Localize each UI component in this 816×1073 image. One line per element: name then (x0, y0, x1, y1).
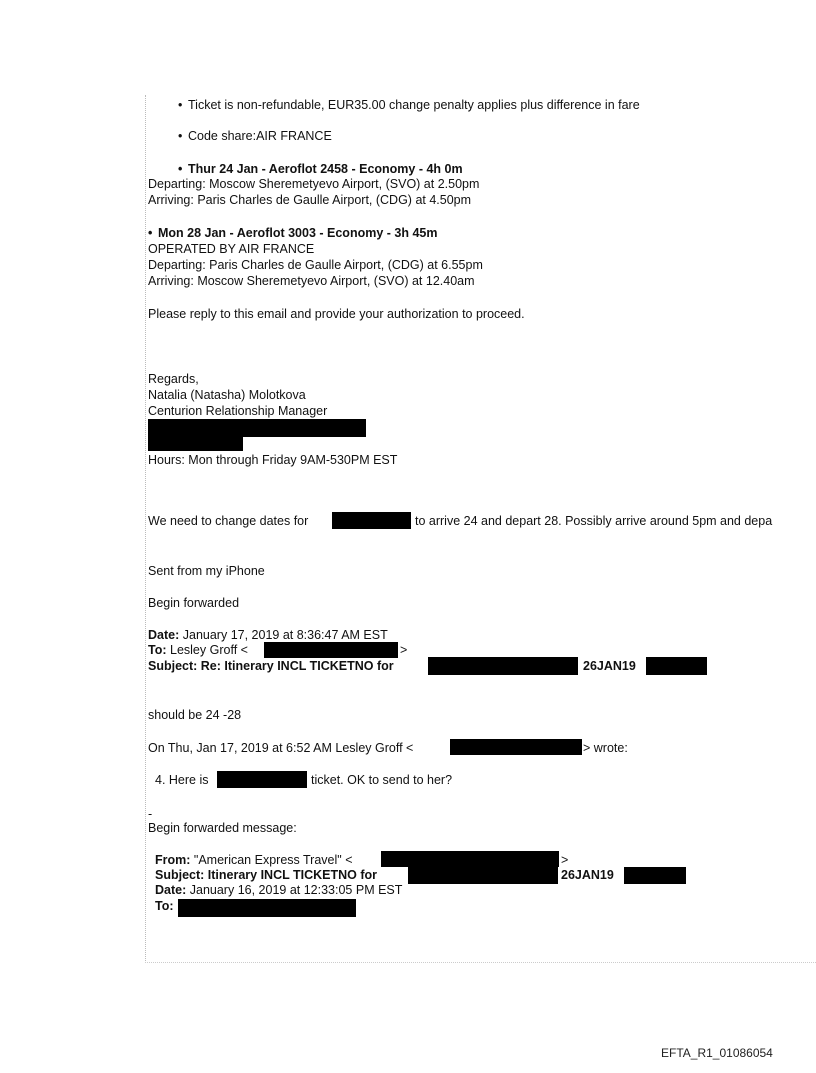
should-be-dates: should be 24 -28 (148, 708, 242, 722)
redaction-block (408, 867, 558, 884)
flight2-title: • Mon 28 Jan - Aeroflot 3003 - Economy - 3h 45m (148, 226, 438, 240)
here-is-text-end: ticket. OK to send to her? (311, 773, 453, 787)
flight2-departing: Departing: Paris Charles de Gaulle Airport, (CDG) at 6.55pm (148, 258, 483, 272)
forwarded2-to: To: (155, 899, 174, 913)
redaction-block (217, 771, 307, 788)
quote-attribution-start: On Thu, Jan 17, 2019 at 6:52 AM Lesley Groff < (148, 741, 414, 755)
forwarded2-subject: Subject: Itinerary INCL TICKETNO for (155, 868, 378, 882)
sent-from-iphone: Sent from my iPhone (148, 564, 265, 578)
signature-regards: Regards, (148, 372, 199, 386)
flight2-arriving: Arriving: Moscow Sheremetyevo Airport, (SVO) at 12.40am (148, 274, 475, 288)
redaction-block (450, 739, 582, 755)
redaction-block (381, 851, 559, 867)
forwarded2-from: From: "American Express Travel" < (155, 853, 353, 867)
forwarded2-subject-date: 26JAN19 (561, 868, 614, 882)
dash-separator: - (148, 807, 153, 821)
begin-forwarded-message: Begin forwarded message: (148, 821, 297, 835)
reply-request: Please reply to this email and provide your authorization to proceed. (148, 307, 525, 321)
bullet-codeshare: • Code share:AIR FRANCE (178, 129, 332, 143)
signature-hours: Hours: Mon through Friday 9AM-530PM EST (148, 453, 398, 467)
forwarded2-from-close: > (561, 853, 569, 867)
redaction-block (148, 419, 366, 437)
redaction-block (428, 657, 578, 675)
forwarded2-date: Date: January 16, 2019 at 12:33:05 PM EST (155, 883, 403, 897)
forwarded-to-close: > (400, 643, 408, 657)
forwarded-subject: Subject: Re: Itinerary INCL TICKETNO for (148, 659, 394, 673)
forwarded-subject-date: 26JAN19 (583, 659, 636, 673)
redaction-block (624, 867, 686, 884)
forwarded-to: To: Lesley Groff < (148, 643, 248, 657)
here-is-text-start: 4. Here is (155, 773, 209, 787)
begin-forwarded: Begin forwarded (148, 596, 240, 610)
flight1-departing: Departing: Moscow Sheremetyevo Airport, (SVO) at 2.50pm (148, 177, 480, 191)
redaction-block (148, 437, 243, 451)
bullet-refund-policy: • Ticket is non-refundable, EUR35.00 change penalty applies plus difference in fare (178, 98, 640, 112)
bates-number: EFTA_R1_01086054 (661, 1046, 773, 1060)
redaction-block (178, 899, 356, 917)
signature-name: Natalia (Natasha) Molotkova (148, 388, 306, 402)
redaction-block (646, 657, 707, 675)
flight1-title: • Thur 24 Jan - Aeroflot 2458 - Economy - 4h 0m (178, 162, 463, 176)
quote-border (145, 95, 146, 963)
quote-attribution-end: > wrote: (583, 741, 628, 755)
forwarded-date: Date: January 17, 2019 at 8:36:47 AM EST (148, 628, 388, 642)
page-divider (145, 962, 816, 963)
change-dates-text-start: We need to change dates for (148, 514, 309, 528)
redaction-block (332, 512, 411, 529)
redaction-block (264, 642, 398, 658)
change-dates-text-end: to arrive 24 and depart 28. Possibly arrive around 5pm and depa (415, 514, 773, 528)
signature-title: Centurion Relationship Manager (148, 404, 328, 418)
flight2-operated-by: OPERATED BY AIR FRANCE (148, 242, 315, 256)
flight1-arriving: Arriving: Paris Charles de Gaulle Airport, (CDG) at 4.50pm (148, 193, 472, 207)
